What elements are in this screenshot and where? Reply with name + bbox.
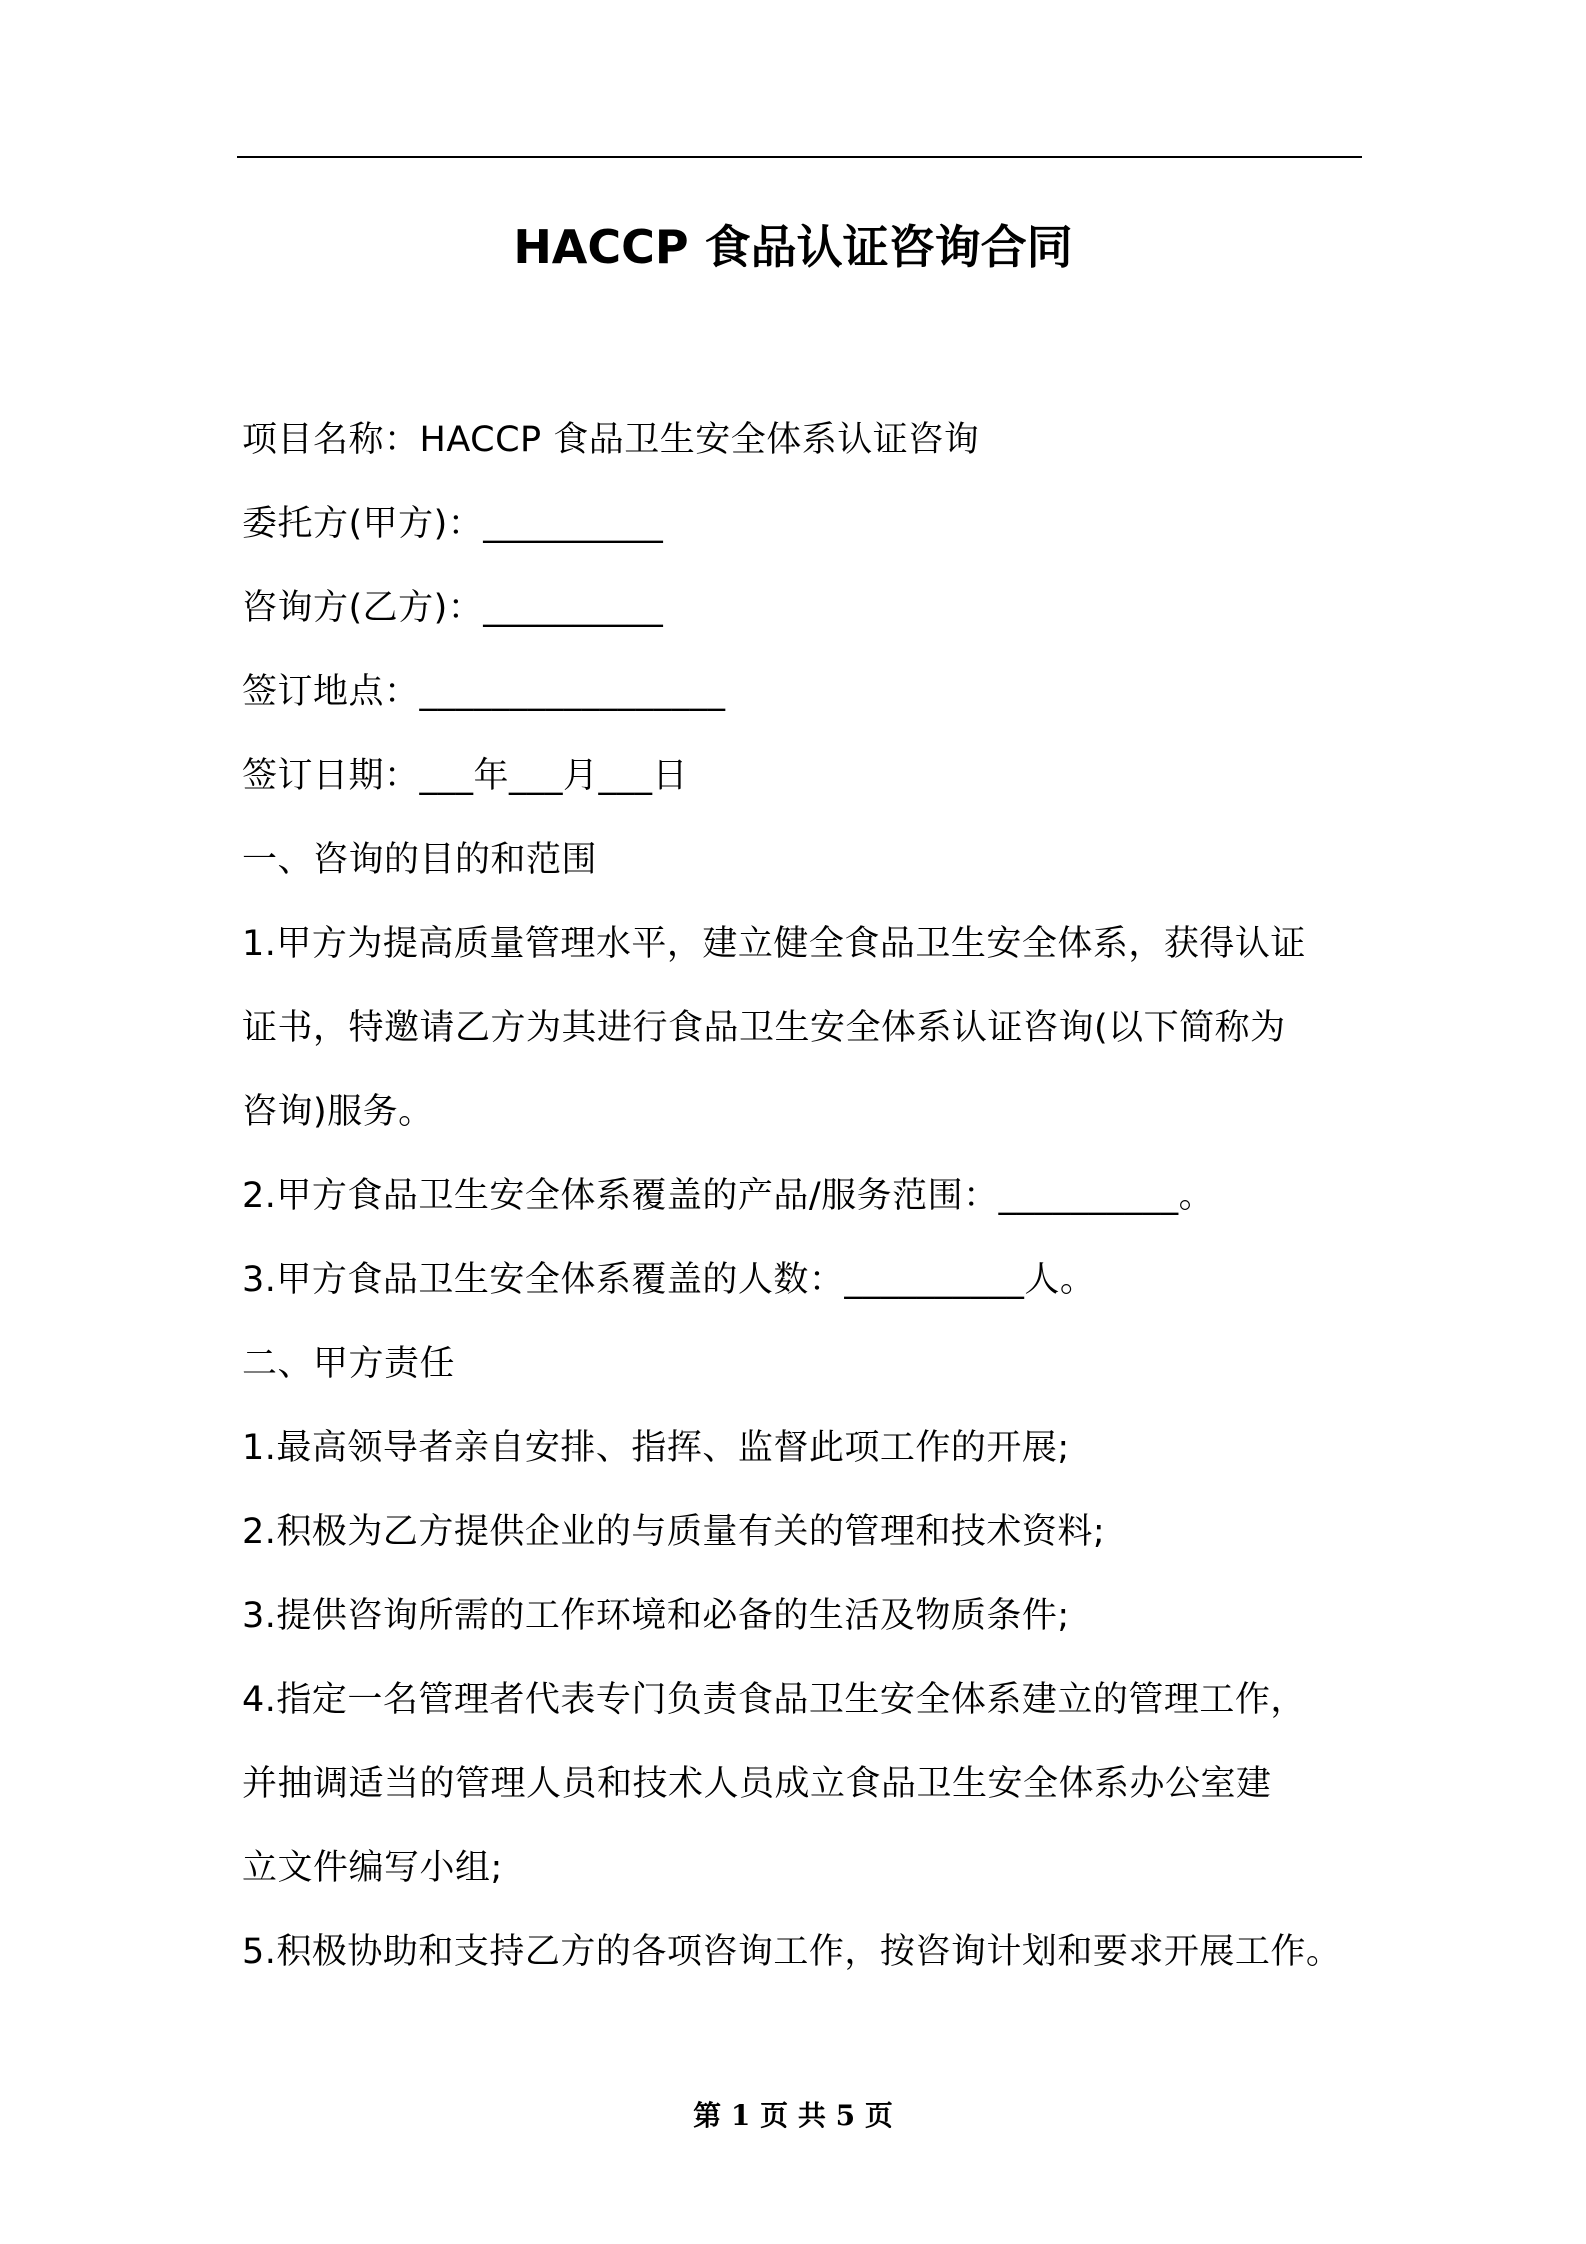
consultant-party-line: 咨询方(乙方)：__________: [242, 588, 664, 628]
clause-2-4-line-3: 立文件编写小组;: [242, 1848, 503, 1888]
project-name-line: 项目名称：HACCP 食品卫生安全体系认证咨询: [242, 420, 980, 460]
header-divider: [237, 156, 1362, 158]
clause-2-3: 3.提供咨询所需的工作环境和必备的生活及物质条件;: [242, 1596, 1070, 1636]
clause-2-4-line-2: 并抽调适当的管理人员和技术人员成立食品卫生安全体系办公室建: [242, 1764, 1272, 1804]
clause-2-2: 2.积极为乙方提供企业的与质量有关的管理和技术资料;: [242, 1512, 1106, 1552]
clause-1-2: 2.甲方食品卫生安全体系覆盖的产品/服务范围：__________。: [242, 1176, 1215, 1216]
clause-1-1-line-1: 1.甲方为提高质量管理水平，建立健全食品卫生安全体系，获得认证: [242, 924, 1306, 964]
document-title: HACCP 食品认证咨询合同: [513, 220, 1073, 274]
clause-1-1-line-3: 咨询)服务。: [242, 1092, 434, 1132]
clause-2-1: 1.最高领导者亲自安排、指挥、监督此项工作的开展;: [242, 1428, 1070, 1468]
clause-2-5: 5.积极协助和支持乙方的各项咨询工作，按咨询计划和要求开展工作。: [242, 1932, 1342, 1972]
section-heading-party-a-duties: 二、甲方责任: [242, 1344, 456, 1384]
clause-2-4-line-1: 4.指定一名管理者代表专门负责食品卫生安全体系建立的管理工作，: [242, 1680, 1306, 1720]
client-party-line: 委托方(甲方)：__________: [242, 504, 664, 544]
section-heading-purpose-scope: 一、咨询的目的和范围: [242, 840, 598, 880]
document-body: [242, 398, 1367, 1994]
page-number-footer: 第 1 页 共 5 页: [693, 2099, 893, 2132]
clause-1-1-line-2: 证书，特邀请乙方为其进行食品卫生安全体系认证咨询(以下简称为: [242, 1008, 1286, 1048]
signing-date-line: 签订日期：___年___月___日: [242, 756, 689, 796]
clause-1-3: 3.甲方食品卫生安全体系覆盖的人数：__________人。: [242, 1260, 1096, 1300]
signing-location-line: 签订地点：_________________: [242, 672, 726, 712]
